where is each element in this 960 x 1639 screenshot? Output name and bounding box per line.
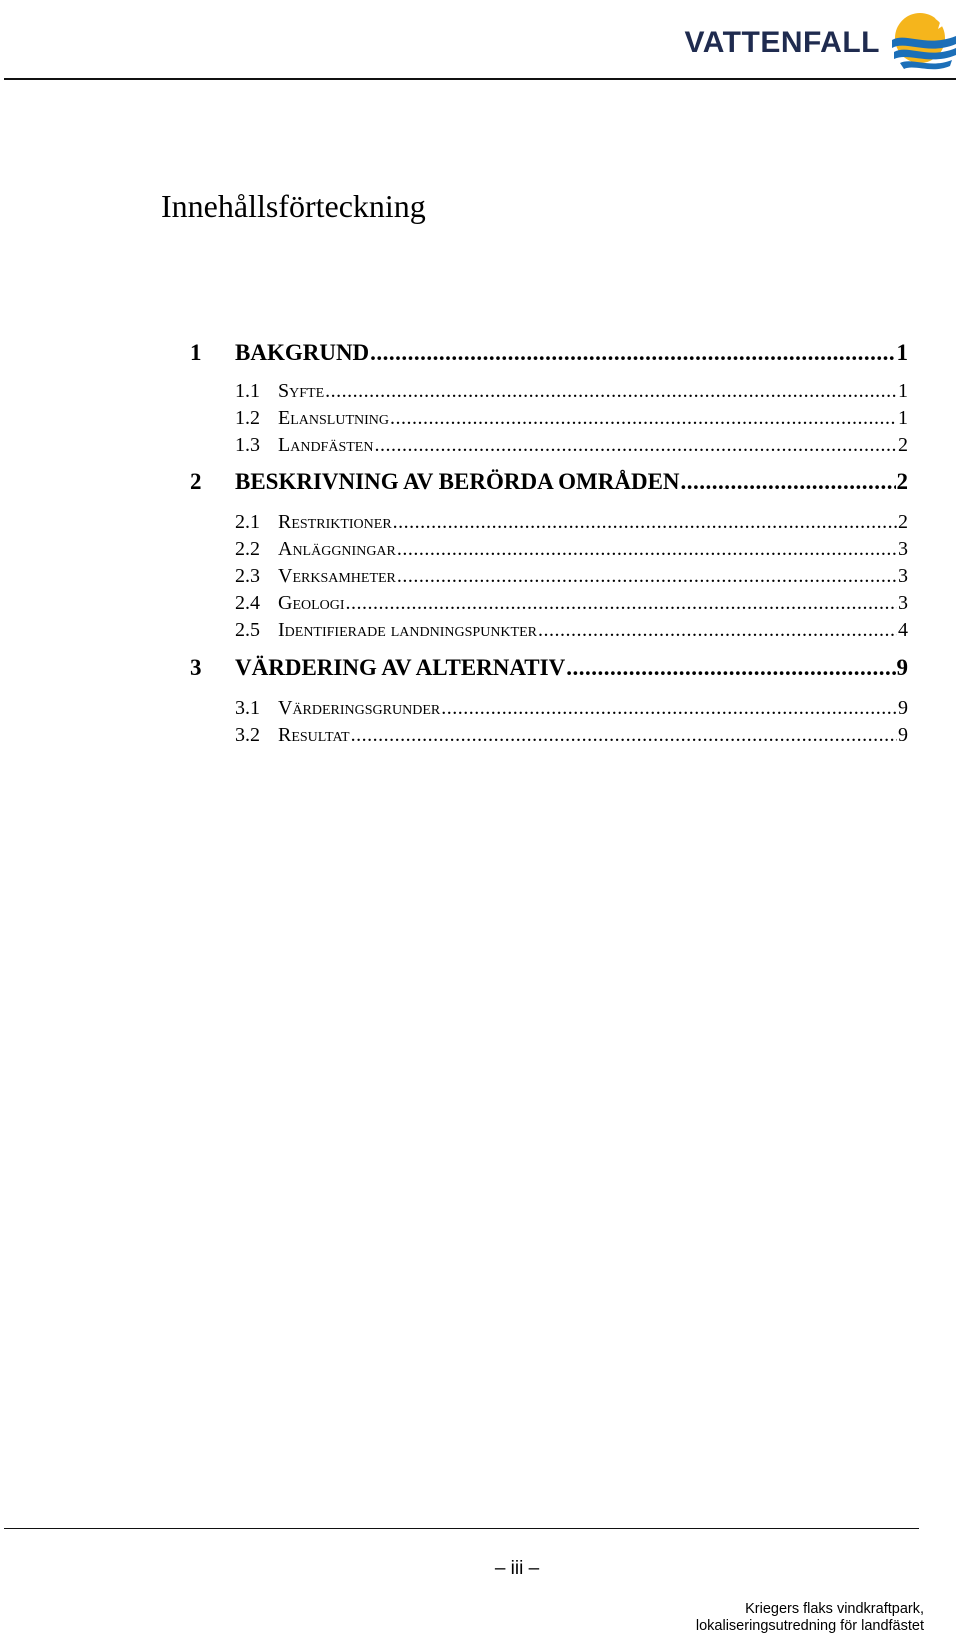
toc-entry-page: 1 bbox=[898, 407, 908, 429]
toc-entry-page: 2 bbox=[898, 511, 908, 533]
toc-dot-leader bbox=[325, 380, 897, 403]
toc-entry-page: 1 bbox=[896, 340, 908, 365]
toc-entry-label: Anläggningar bbox=[278, 538, 396, 560]
toc-dot-leader bbox=[397, 538, 897, 561]
toc-entry-3[interactable] bbox=[190, 655, 908, 681]
toc-entry-2[interactable] bbox=[190, 469, 908, 495]
vattenfall-logo bbox=[684, 6, 958, 76]
toc-entry-page: 1 bbox=[898, 380, 908, 402]
toc-entry-number: 3.1 bbox=[235, 697, 260, 719]
footer-divider bbox=[4, 1528, 919, 1529]
toc-dot-leader bbox=[441, 697, 897, 720]
toc-entry-label: Elanslutning bbox=[278, 407, 389, 429]
toc-dot-leader bbox=[681, 469, 896, 495]
sun-wave-logo-icon bbox=[886, 8, 958, 74]
toc-entry-2-2[interactable] bbox=[190, 538, 908, 561]
toc-entry-page: 3 bbox=[898, 592, 908, 614]
toc-entry-label: Verksamheter bbox=[278, 565, 396, 587]
toc-dot-leader bbox=[566, 655, 895, 681]
toc-entry-label: BESKRIVNING AV BERÖRDA OMRÅDEN bbox=[235, 469, 680, 494]
toc-entry-label: Restriktioner bbox=[278, 511, 392, 533]
toc-entry-2-4[interactable] bbox=[190, 592, 908, 615]
toc-entry-number: 1.3 bbox=[235, 434, 260, 456]
toc-entry-number: 3 bbox=[190, 655, 202, 680]
footer-line-2: lokaliseringsutredning för landfästet bbox=[695, 1618, 924, 1634]
toc-entry-page: 2 bbox=[898, 434, 908, 456]
toc-entry-label: Resultat bbox=[278, 724, 350, 746]
toc-entry-number: 2.4 bbox=[235, 592, 260, 614]
toc-entry-label: Geologi bbox=[278, 592, 345, 614]
toc-entry-number: 1 bbox=[190, 340, 202, 365]
toc-entry-2-3[interactable] bbox=[190, 565, 908, 588]
toc-entry-number: 1.2 bbox=[235, 407, 260, 429]
toc-entry-label: Syfte bbox=[278, 380, 325, 402]
toc-entry-page: 9 bbox=[898, 724, 908, 746]
logo-wordmark: VATTENFALL bbox=[684, 26, 880, 59]
toc-entry-number: 2.1 bbox=[235, 511, 260, 533]
toc-entry-number: 2.3 bbox=[235, 565, 260, 587]
toc-entry-number: 1.1 bbox=[235, 380, 260, 402]
toc-dot-leader bbox=[370, 340, 895, 366]
toc-entry-2-1[interactable] bbox=[190, 511, 908, 534]
toc-dot-leader bbox=[538, 619, 897, 642]
header-divider bbox=[4, 78, 956, 80]
toc-entry-1-1[interactable] bbox=[190, 380, 908, 403]
toc-entry-page: 3 bbox=[898, 538, 908, 560]
toc-entry-label: Identifierade landningspunkter bbox=[278, 619, 537, 641]
toc-entry-page: 3 bbox=[898, 565, 908, 587]
toc-entry-2-5[interactable] bbox=[190, 619, 908, 642]
page-number: – iii – bbox=[494, 1558, 540, 1579]
toc-dot-leader bbox=[346, 592, 897, 615]
toc-entry-1[interactable] bbox=[190, 340, 908, 366]
toc-entry-number: 2.5 bbox=[235, 619, 260, 641]
toc-entry-page: 9 bbox=[896, 655, 908, 680]
toc-title: Innehållsförteckning bbox=[161, 188, 426, 224]
toc-entry-number: 2.2 bbox=[235, 538, 260, 560]
toc-entry-1-2[interactable] bbox=[190, 407, 908, 430]
toc-entry-1-3[interactable] bbox=[190, 434, 908, 457]
footer-line-1: Kriegers flaks vindkraftpark, bbox=[745, 1601, 924, 1617]
toc-dot-leader bbox=[351, 724, 897, 747]
toc-entry-number: 2 bbox=[190, 469, 202, 494]
toc-entry-page: 4 bbox=[898, 619, 908, 641]
toc-entry-3-2[interactable] bbox=[190, 724, 908, 747]
toc-dot-leader bbox=[374, 434, 897, 457]
toc-entry-label: BAKGRUND bbox=[235, 340, 370, 365]
toc-entry-label: VÄRDERING AV ALTERNATIV bbox=[235, 655, 566, 680]
toc-dot-leader bbox=[390, 407, 897, 430]
toc-entry-label: Landfästen bbox=[278, 434, 374, 456]
toc-entry-number: 3.2 bbox=[235, 724, 260, 746]
toc-dot-leader bbox=[393, 511, 897, 534]
toc-entry-label: Värderingsgrunder bbox=[278, 697, 441, 719]
toc-entry-page: 2 bbox=[896, 469, 908, 494]
footer-document-title bbox=[696, 1601, 924, 1635]
toc-entry-3-1[interactable] bbox=[190, 697, 908, 720]
toc-entry-page: 9 bbox=[898, 697, 908, 719]
toc-dot-leader bbox=[397, 565, 897, 588]
